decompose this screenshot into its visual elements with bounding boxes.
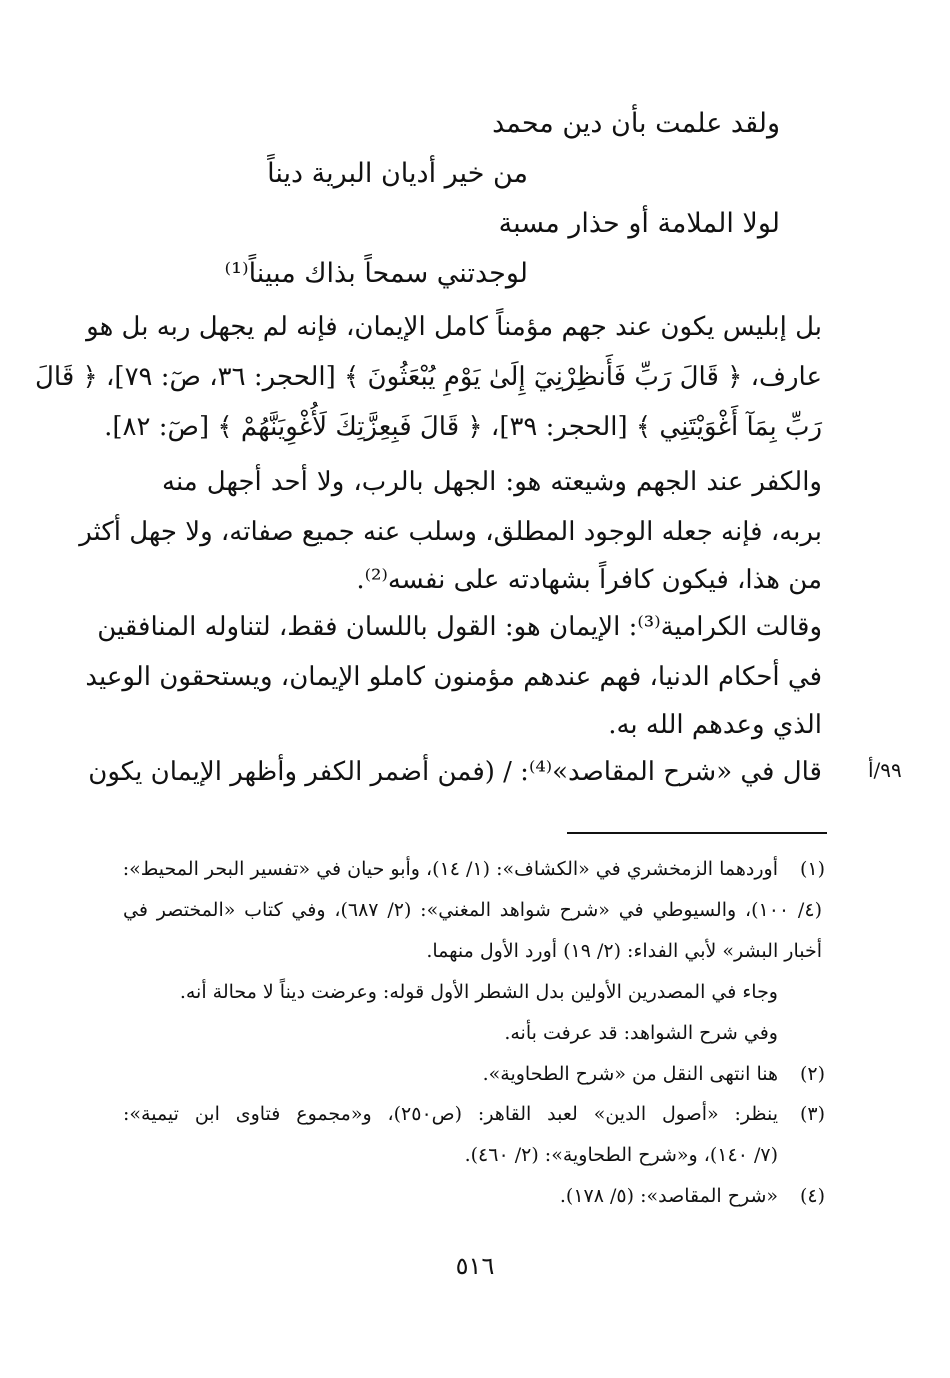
- footnote-3-line-1: ينظر: «أصول الدين» لعبد القاهر: (ص٢٥٠)، و«مجموع فتاوى ابن تيمية»:: [123, 1103, 779, 1125]
- paragraph-2-line-3: من هذا، فيكون كافراً بشهادته على نفسه⁽²⁾.: [356, 565, 822, 595]
- paragraph-1-line-3: رَبِّ بِمَآ أَغْوَيْتَنِي ﴾ [الحجر: ٣٩]، ﴿ قَالَ فَبِعِزَّتِكَ لَأُغْوِيَنَّهُمْ ﴾ [صٓ: ٨٢].: [104, 412, 822, 442]
- paragraph-4-line-1: قال في «شرح المقاصد»⁽⁴⁾: / (فمن أضمر الكفر وأظهر الإيمان يكون: [88, 757, 822, 787]
- paragraph-2-line-2: بربه، فإنه جعله الوجود المطلق، وسلب عنه جميع صفاته، ولا جهل أكثر: [79, 517, 822, 547]
- paragraph-2-line-1: والكفر عند الجهم وشيعته هو: الجهل بالرب، ولا أحد أجهل منه: [162, 467, 822, 497]
- paragraph-3-line-2: في أحكام الدنيا، فهم عندهم مؤمنون كاملو الإيمان، ويستحقون الوعيد: [85, 662, 822, 692]
- verse-line-1: ولقد علمت بأن دين محمد: [492, 108, 780, 139]
- footnote-4-number: (٤): [799, 1185, 825, 1207]
- footnote-3-line-2: (٧/ ١٤٠)، و«شرح الطحاوية»: (٢/ ٤٦٠).: [464, 1144, 778, 1166]
- paragraph-1-line-2: عارف، ﴿ قَالَ رَبِّ فَأَنظِرْنِيٓ إِلَىٰ يَوْمِ يُبْعَثُونَ ﴾ [الحجر: ٣٦، صٓ: ٧٩]، ﴿ قَالَ: [35, 362, 822, 392]
- paragraph-3-line-1: وقالت الكرامية⁽³⁾: الإيمان هو: القول باللسان فقط، لتناوله المنافقين: [97, 612, 822, 642]
- footnote-separator: [567, 832, 827, 834]
- footnote-3-number: (٣): [799, 1103, 825, 1125]
- footnote-1-line-1: أوردهما الزمخشري في «الكشاف»: (١/ ١٤)، وأبو حيان في «تفسير البحر المحيط»:: [122, 858, 778, 880]
- manuscript-folio-reference: ٩٩/أ: [868, 758, 902, 782]
- footnote-1-line-3: أخبار البشر» لأبي الفداء: (٢/ ١٩) أورد الأول منهما.: [426, 940, 822, 962]
- footnote-2-number: (٢): [799, 1063, 825, 1085]
- footnote-1-line-2: (٤/ ١٠٠)، والسيوطي في «شرح شواهد المغني»: (٢/ ٦٨٧)، وفي كتاب «المختصر في: [123, 899, 822, 921]
- footnote-2-line-1: هنا انتهى النقل من «شرح الطحاوية».: [482, 1063, 778, 1085]
- page-number: ٥١٦: [455, 1252, 495, 1280]
- footnote-1-number: (١): [799, 858, 825, 880]
- footnote-1-line-4: وجاء في المصدرين الأولين بدل الشطر الأول قوله: وعرضت ديناً لا محالة أنه.: [179, 981, 778, 1003]
- footnote-1-line-5: وفي شرح الشواهد: قد عرفت بأنه.: [504, 1022, 778, 1044]
- verse-line-2: من خير أديان البرية ديناً: [267, 158, 528, 189]
- footnote-4-line-1: «شرح المقاصد»: (٥/ ١٧٨).: [559, 1185, 778, 1207]
- verse-line-4: لوجدتني سمحاً بذاك مبيناً⁽¹⁾: [224, 258, 528, 289]
- paragraph-3-line-3: الذي وعدهم الله به.: [608, 710, 822, 740]
- verse-line-3: لولا الملامة أو حذار مسبة: [498, 208, 780, 239]
- paragraph-1-line-1: بل إبليس يكون عند جهم مؤمناً كامل الإيمان، فإنه لم يجهل ربه بل هو: [86, 312, 822, 342]
